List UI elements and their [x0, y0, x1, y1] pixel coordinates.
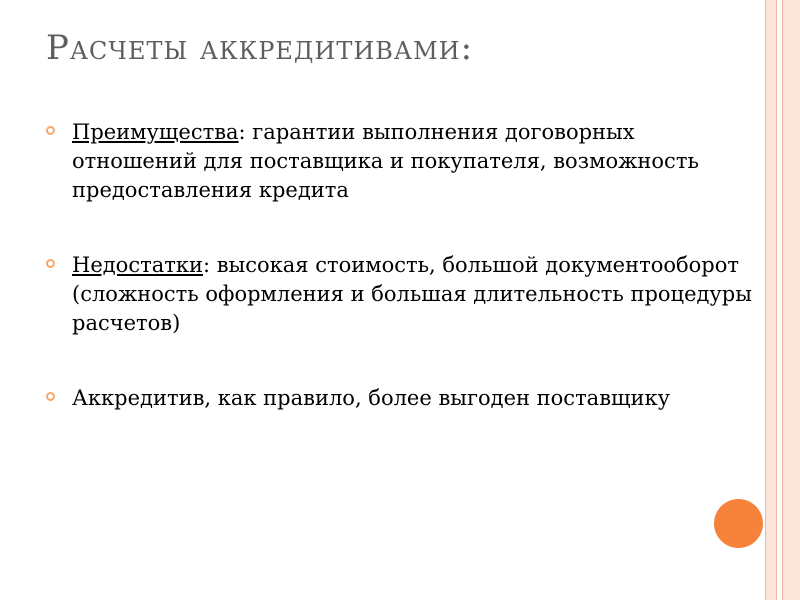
orange-circle-icon: [714, 499, 763, 548]
list-item: [72, 118, 758, 205]
bullet-text: : высокая стоимость, большой документооборот (сложность оформления и большая длительность процедуры расчетов): [72, 253, 752, 335]
side-border-band: [766, 0, 776, 600]
bullet-circle-icon: [46, 259, 55, 268]
bullet-list: [72, 118, 758, 459]
slide-title: Расчеты аккредитивами:: [46, 28, 474, 68]
bullet-text: Аккредитив, как правило, более выгоден поставщику: [72, 386, 671, 410]
side-border-band: [783, 0, 800, 600]
bullet-circle-icon: [46, 126, 55, 135]
bullet-circle-icon: [46, 392, 55, 401]
list-item: [72, 384, 758, 413]
bullet-lead: Преимущества: [72, 120, 239, 144]
list-item: [72, 251, 758, 338]
bullet-text: : гарантии выполнения договорных отношений для поставщика и покупателя, возможность предоставления кредита: [72, 120, 699, 202]
bullet-lead: Недостатки: [72, 253, 203, 277]
